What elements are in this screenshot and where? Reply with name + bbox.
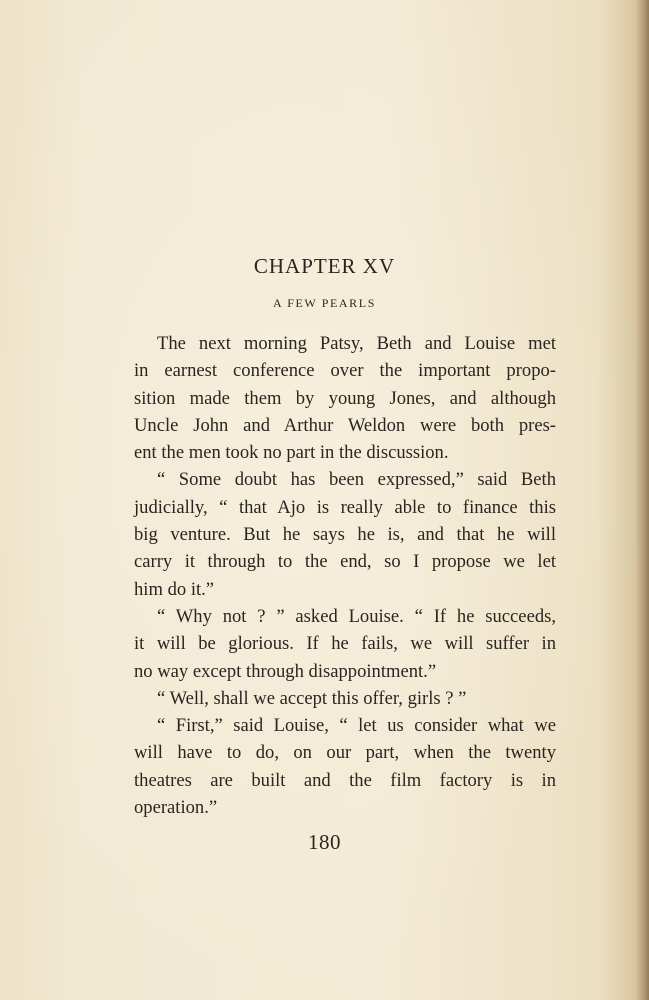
text-line: operation.”	[134, 797, 218, 819]
text-line: carry it through to the end, so I propose we let	[134, 551, 556, 573]
page-number: 180	[308, 830, 341, 854]
text-line: it will be glorious. If he fails, we will suffer in	[134, 633, 556, 655]
text-line: “ Why not ? ” asked Louise. “ If he succeeds,	[157, 605, 556, 627]
chapter-heading: CHAPTER XV	[253, 254, 396, 278]
text-line: will have to do, on our part, when the twenty	[134, 742, 556, 764]
text-line: in earnest conference over the important propo-	[134, 360, 556, 382]
text-line: “ Well, shall we accept this offer, girls ? ”	[157, 687, 467, 709]
text-line: judicially, “ that Ajo is really able to finance this	[134, 496, 556, 518]
text-line: ent the men took no part in the discussion.	[134, 442, 449, 464]
text-line: sition made them by young Jones, and although	[134, 387, 556, 409]
text-line: Uncle John and Arthur Weldon were both pres-	[134, 414, 556, 436]
text-line: The next morning Patsy, Beth and Louise met	[157, 333, 556, 354]
body-text	[134, 330, 556, 821]
chapter-subheading: A FEW PEARLS	[273, 296, 376, 310]
text-line: him do it.”	[134, 578, 215, 600]
text-line: big venture. But he says he is, and that he will	[134, 524, 556, 546]
text-line: “ Some doubt has been expressed,” said Beth	[157, 469, 556, 491]
text-line: “ First,” said Louise, “ let us consider what we	[157, 715, 556, 737]
text-line: theatres are built and the film factory is in	[134, 769, 556, 791]
text-line: no way except through disappointment.”	[134, 660, 437, 682]
